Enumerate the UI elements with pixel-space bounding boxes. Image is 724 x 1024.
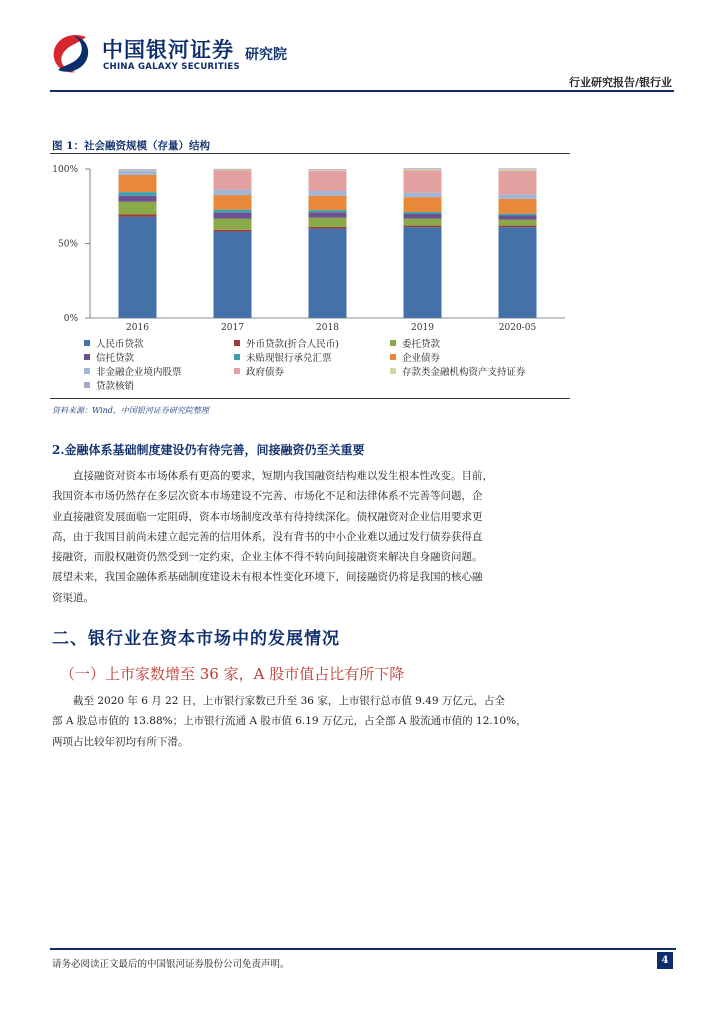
bar-segment [499, 220, 537, 226]
legend-label: 人民币贷款 [96, 339, 144, 350]
legend-swatch [234, 354, 240, 360]
bar-segment [404, 226, 442, 227]
bar-segment [119, 192, 157, 196]
x-tick-label: 2017 [221, 323, 244, 333]
y-tick-label: 50% [57, 239, 78, 250]
bar-segment [309, 229, 347, 318]
y-tick-label: 0% [63, 314, 78, 324]
bar-segment [404, 197, 442, 212]
x-tick-label: 2020-05 [498, 323, 537, 333]
bar-segment [214, 232, 252, 318]
chapter-heading: 二、银行业在资本市场中的发展情况 [52, 629, 340, 649]
paragraph-line: 部 A 股总市值的 13.88%；上市银行流通 A 股市值 6.19 万亿元，占全部 A 股流通市值的 12.10%， [52, 715, 527, 728]
bar-segment [404, 227, 442, 318]
bar-segment [119, 196, 157, 202]
bar-segment [119, 169, 157, 170]
bar-segment [119, 170, 157, 171]
x-tick-label: 2018 [316, 323, 339, 333]
legend-swatch [84, 382, 90, 388]
legend-label: 委托贷款 [402, 339, 441, 350]
legend-label: 未贴现银行承兑汇票 [246, 353, 332, 364]
figure-bottom-rule [50, 398, 570, 399]
legend-label: 信托贷款 [96, 353, 135, 364]
legend-swatch [390, 368, 396, 374]
bar-segment [214, 213, 252, 219]
bar-segment [309, 171, 347, 191]
legend-swatch [390, 340, 396, 346]
bar-segment [404, 193, 442, 197]
logo-institute: 研究院 [245, 47, 287, 63]
stacked-bar-chart [50, 158, 570, 338]
bar-segment [499, 214, 537, 216]
legend-label: 非金融企业境内股票 [96, 367, 182, 378]
bar-segment [214, 195, 252, 210]
bar-segment [499, 195, 537, 199]
bar-segment [119, 202, 157, 215]
legend-item [390, 350, 440, 364]
bar-segment [214, 170, 252, 171]
legend-item [84, 350, 134, 364]
footer-divider [50, 948, 676, 950]
y-tick-label: 100% [52, 165, 78, 175]
paragraph-line: 展望未来，我国金融体系基础制度建设未有根本性变化环境下，间接融资仍将是我国的核心融 [52, 571, 483, 584]
figure-top-rule [50, 153, 570, 154]
bar-segment [499, 199, 537, 214]
bar-segment [499, 168, 537, 169]
legend-label: 政府债券 [246, 367, 285, 378]
bar-segment [119, 217, 157, 318]
logo-icon [48, 30, 94, 76]
bar-segment [404, 212, 442, 214]
legend-item [390, 364, 526, 378]
logo-company-name: 中国银河证券 [102, 38, 234, 62]
bar-segment [404, 168, 442, 169]
bar-segment [214, 169, 252, 170]
paragraph-line: 两项占比较年初均有所下滑。 [52, 735, 189, 748]
paragraph-line: 资渠道。 [52, 591, 94, 604]
figure-source: 资料来源：Wind，中国银河证券研究院整理 [52, 406, 209, 415]
bar-segment [309, 227, 347, 229]
bar-segment [214, 190, 252, 195]
legend-label: 贷款核销 [96, 381, 135, 392]
paragraph-line: 业直接融资发展面临一定阻碍，资本市场制度改革有待持续深化。债权融资对企业信用要求更 [52, 510, 483, 523]
legend-item [84, 336, 144, 350]
legend-item [84, 364, 182, 378]
legend-swatch [390, 354, 396, 360]
bar-segment [404, 169, 442, 170]
bar-segment [214, 170, 252, 189]
bar-segment [309, 212, 347, 217]
legend-item [234, 350, 332, 364]
legend-swatch [234, 368, 240, 374]
figure-title: 图 1：社会融资规模（存量）结构 [52, 140, 210, 152]
bar-segment [499, 215, 537, 219]
bar-segment [499, 171, 537, 195]
legend-swatch [84, 368, 90, 374]
bar-segment [309, 196, 347, 210]
bar-segment [499, 169, 537, 170]
bar-segment [309, 218, 347, 227]
page-number: 4 [657, 952, 673, 969]
bar-segment [309, 210, 347, 212]
logo-english-name: CHINA GALAXY SECURITIES [103, 62, 240, 72]
legend-item [234, 336, 339, 350]
paragraph-line: 直接融资对资本市场体系有更高的要求，短期内我国融资结构难以发生根本性改变。目前， [73, 470, 493, 482]
legend-swatch [234, 340, 240, 346]
sub-heading: （一）上市家数增至 36 家，A 股市值占比有所下降 [60, 665, 405, 683]
legend-item [390, 336, 440, 350]
bar-segment [214, 230, 252, 232]
bar-segment [119, 214, 157, 216]
legend-label: 企业债券 [402, 353, 441, 364]
bar-segment [119, 170, 157, 174]
x-tick-label: 2016 [126, 323, 149, 333]
legend-label: 存款类金融机构资产支持证券 [402, 367, 526, 378]
section-heading: 2.金融体系基础制度建设仍有待完善，间接融资仍至关重要 [52, 443, 365, 457]
paragraph-line: 高，由于我国目前尚未建立起完善的信用体系，没有背书的中小企业难以通过发行债券获得直 [52, 530, 483, 543]
legend-item [84, 378, 134, 392]
bar-segment [404, 170, 442, 192]
bar-segment [404, 214, 442, 218]
bar-segment [214, 210, 252, 213]
bar-segment [309, 191, 347, 196]
paragraph-indirect-financing [52, 466, 576, 608]
bar-segment [214, 219, 252, 230]
legend-swatch [84, 340, 90, 346]
bar-segment [499, 226, 537, 227]
paragraph-listed-banks [52, 691, 576, 752]
legend-label: 外币贷款(折合人民币) [246, 339, 339, 350]
paragraph-line: 截至 2020 年 6 月 22 日，上市银行家数已升至 36 家，上市银行总市值 9.49 万亿元，占全 [73, 695, 505, 707]
paragraph-line: 我国资本市场仍然存在多层次资本市场建设不完善、市场化不足和法律体系不完善等问题，企 [52, 490, 483, 503]
header-divider [50, 90, 674, 92]
report-type-label: 行业研究报告/银行业 [568, 76, 672, 89]
bar-segment [309, 170, 347, 171]
legend-swatch [84, 354, 90, 360]
x-tick-label: 2019 [411, 323, 434, 333]
bar-segment [309, 169, 347, 170]
footer-disclaimer: 请务必阅读正文最后的中国银河证券股份公司免责声明。 [52, 959, 290, 970]
bar-segment [499, 227, 537, 318]
paragraph-line: 接融资，而股权融资仍然受到一定约束，企业主体不得不转向间接融资来解决自身融资问题。 [52, 551, 483, 564]
bar-segment [119, 175, 157, 192]
bar-segment [404, 218, 442, 225]
legend-item [234, 364, 284, 378]
